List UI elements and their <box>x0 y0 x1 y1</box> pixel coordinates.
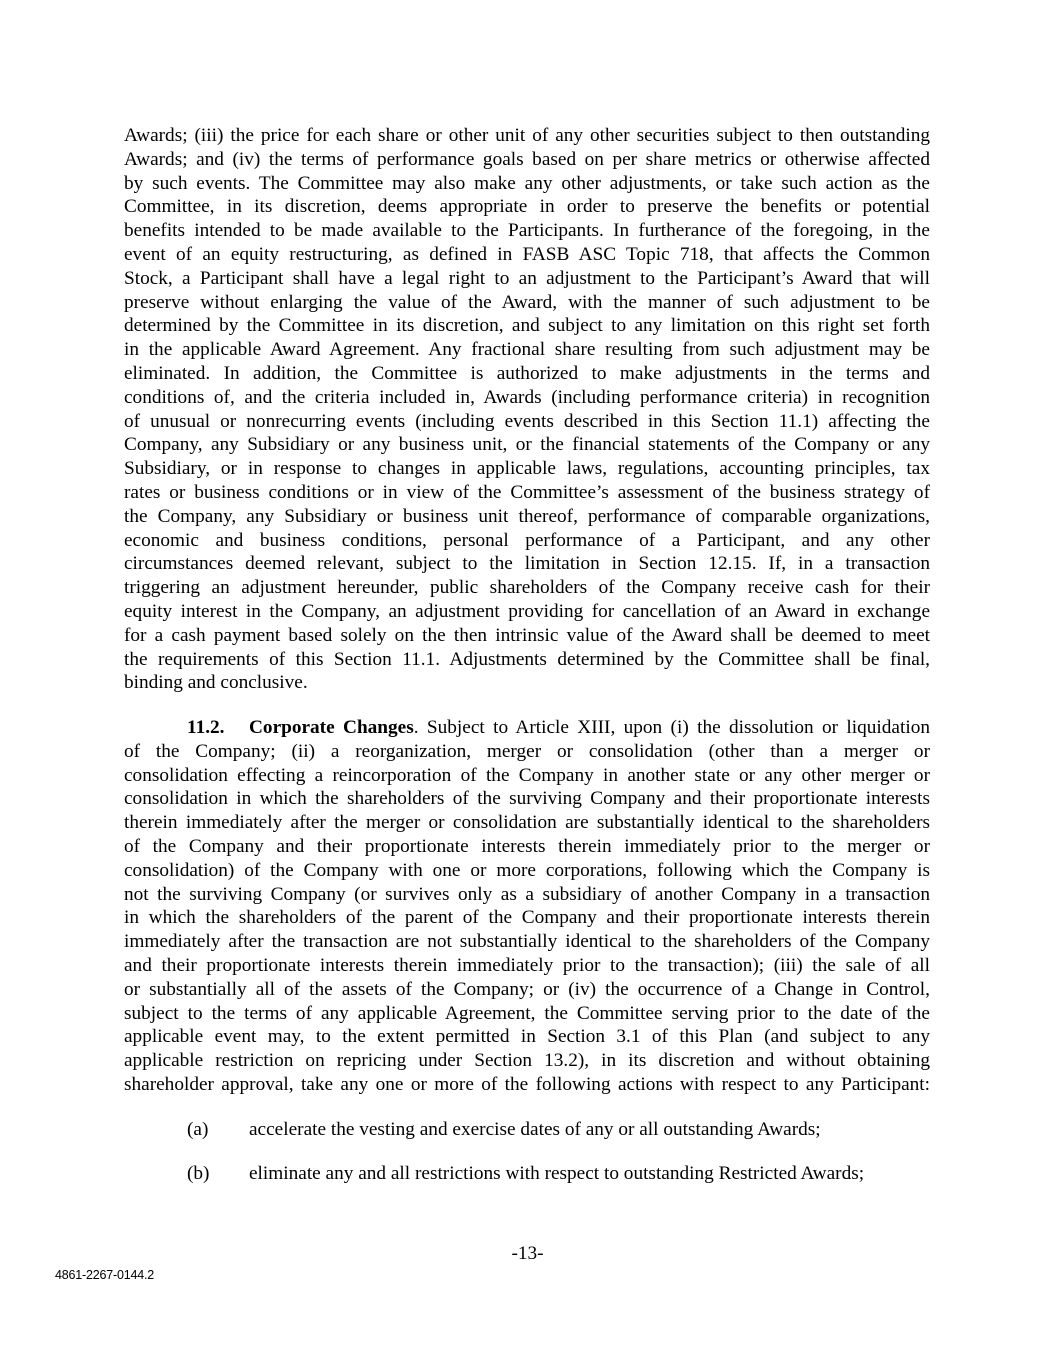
section-first-line-text: . Subject to Article XIII, upon (i) the dissolution or liquidation <box>413 717 930 738</box>
text-line: in which the shareholders of the parent of the Company and their proportionate interests therein <box>124 907 930 929</box>
text-line: Committee, in its discretion, deems appropriate in order to preserve the benefits or potential <box>124 196 930 218</box>
text-line: circumstances deemed relevant, subject to the limitation in Section 12.15. If, in a transaction <box>124 553 930 575</box>
text-line: in the applicable Award Agreement. Any fractional share resulting from such adjustment may be <box>124 339 930 361</box>
text-line: consolidation in which the shareholders of the surviving Company and their proportionate interests <box>124 788 930 810</box>
list-item-text: accelerate the vesting and exercise dates of any or all outstanding Awards; <box>249 1119 821 1140</box>
text-line: Company, any Subsidiary or any business unit, or the financial statements of the Company or any <box>124 434 930 456</box>
text-line: shareholder approval, take any one or more of the following actions with respect to any Participant: <box>124 1073 930 1095</box>
text-line: Awards; (iii) the price for each share or other unit of any other securities subject to then outstanding <box>124 125 930 146</box>
text-line: binding and conclusive. <box>124 672 308 694</box>
text-line: conditions of, and the criteria included in, Awards (including performance criteria) in recognition <box>124 386 930 408</box>
text-line: equity interest in the Company, an adjustment providing for cancellation of an Award in exchange <box>124 600 930 622</box>
text-line: consolidation effecting a reincorporation of the Company in another state or any other merger or <box>124 764 930 786</box>
list-item-text: eliminate any and all restrictions with respect to outstanding Restricted Awards; <box>249 1163 865 1184</box>
text-line: for a cash payment based solely on the then intrinsic value of the Award shall be deemed to meet <box>124 624 930 646</box>
text-line: immediately after the transaction are not substantially identical to the shareholders of the Company <box>124 931 930 953</box>
text-line: therein immediately after the merger or consolidation are substantially identical to the shareholders <box>124 812 930 834</box>
section-title: Corporate Changes <box>249 717 414 738</box>
text-line: economic and business conditions, personal performance of a Participant, and any other <box>124 529 930 551</box>
text-line: of unusual or nonrecurring events (including events described in this Section 11.1) affecting the <box>124 410 930 432</box>
text-line: preserve without enlarging the value of the Award, with the manner of such adjustment to be <box>124 291 930 313</box>
text-line: Stock, a Participant shall have a legal right to an adjustment to the Participant’s Award that will <box>124 267 930 289</box>
text-line: by such events. The Committee may also make any other adjustments, or take such action as the <box>124 172 930 194</box>
text-line: event of an equity restructuring, as defined in FASB ASC Topic 718, that affects the Common <box>124 243 930 265</box>
text-line: benefits intended to be made available to the Participants. In furtherance of the foregoing, in the <box>124 220 930 242</box>
text-line: eliminated. In addition, the Committee is authorized to make adjustments in the terms and <box>124 362 930 384</box>
list-item <box>187 1118 821 1142</box>
text-line: consolidation) of the Company with one or more corporations, following which the Company is <box>124 859 930 881</box>
text-line: the requirements of this Section 11.1. Adjustments determined by the Committee shall be final, <box>124 648 930 670</box>
section-11-2-corporate-changes <box>124 716 930 1097</box>
section-number: 11.2. <box>187 717 225 738</box>
section-heading-line <box>124 716 930 740</box>
document-id: 4861-2267-0144.2 <box>55 1268 154 1282</box>
list-item-label: (b) <box>187 1163 210 1184</box>
list-item-label: (a) <box>187 1119 209 1140</box>
text-line: determined by the Committee in its discretion, and subject to any limitation on this right set forth <box>124 315 930 337</box>
text-line: Subsidiary, or in response to changes in applicable laws, regulations, accounting principles, tax <box>124 458 930 480</box>
text-line: rates or business conditions or in view of the Committee’s assessment of the business strategy of <box>124 481 930 503</box>
text-line: subject to the terms of any applicable Agreement, the Committee serving prior to the date of the <box>124 1002 930 1024</box>
text-line: applicable event may, to the extent permitted in Section 3.1 of this Plan (and subject to any <box>124 1026 930 1048</box>
list-item <box>187 1162 864 1186</box>
paragraph-adjustments <box>124 124 930 695</box>
page-number: -13- <box>511 1243 544 1264</box>
text-line: and their proportionate interests therein immediately prior to the transaction); (iii) the sale of all <box>124 954 930 976</box>
text-line: applicable restriction on repricing under Section 13.2), in its discretion and without obtaining <box>124 1050 930 1072</box>
text-line: of the Company; (ii) a reorganization, merger or consolidation (other than a merger or <box>124 740 930 762</box>
text-line: the Company, any Subsidiary or business unit thereof, performance of comparable organizations, <box>124 505 930 527</box>
text-line: Awards; and (iv) the terms of performance goals based on per share metrics or otherwise affected <box>124 148 930 170</box>
text-line: or substantially all of the assets of the Company; or (iv) the occurrence of a Change in Control, <box>124 978 930 1000</box>
text-line: of the Company and their proportionate interests therein immediately prior to the merger or <box>124 835 930 857</box>
text-line: triggering an adjustment hereunder, public shareholders of the Company receive cash for their <box>124 577 930 599</box>
text-line: not the surviving Company (or survives only as a subsidiary of another Company in a transaction <box>124 883 930 905</box>
